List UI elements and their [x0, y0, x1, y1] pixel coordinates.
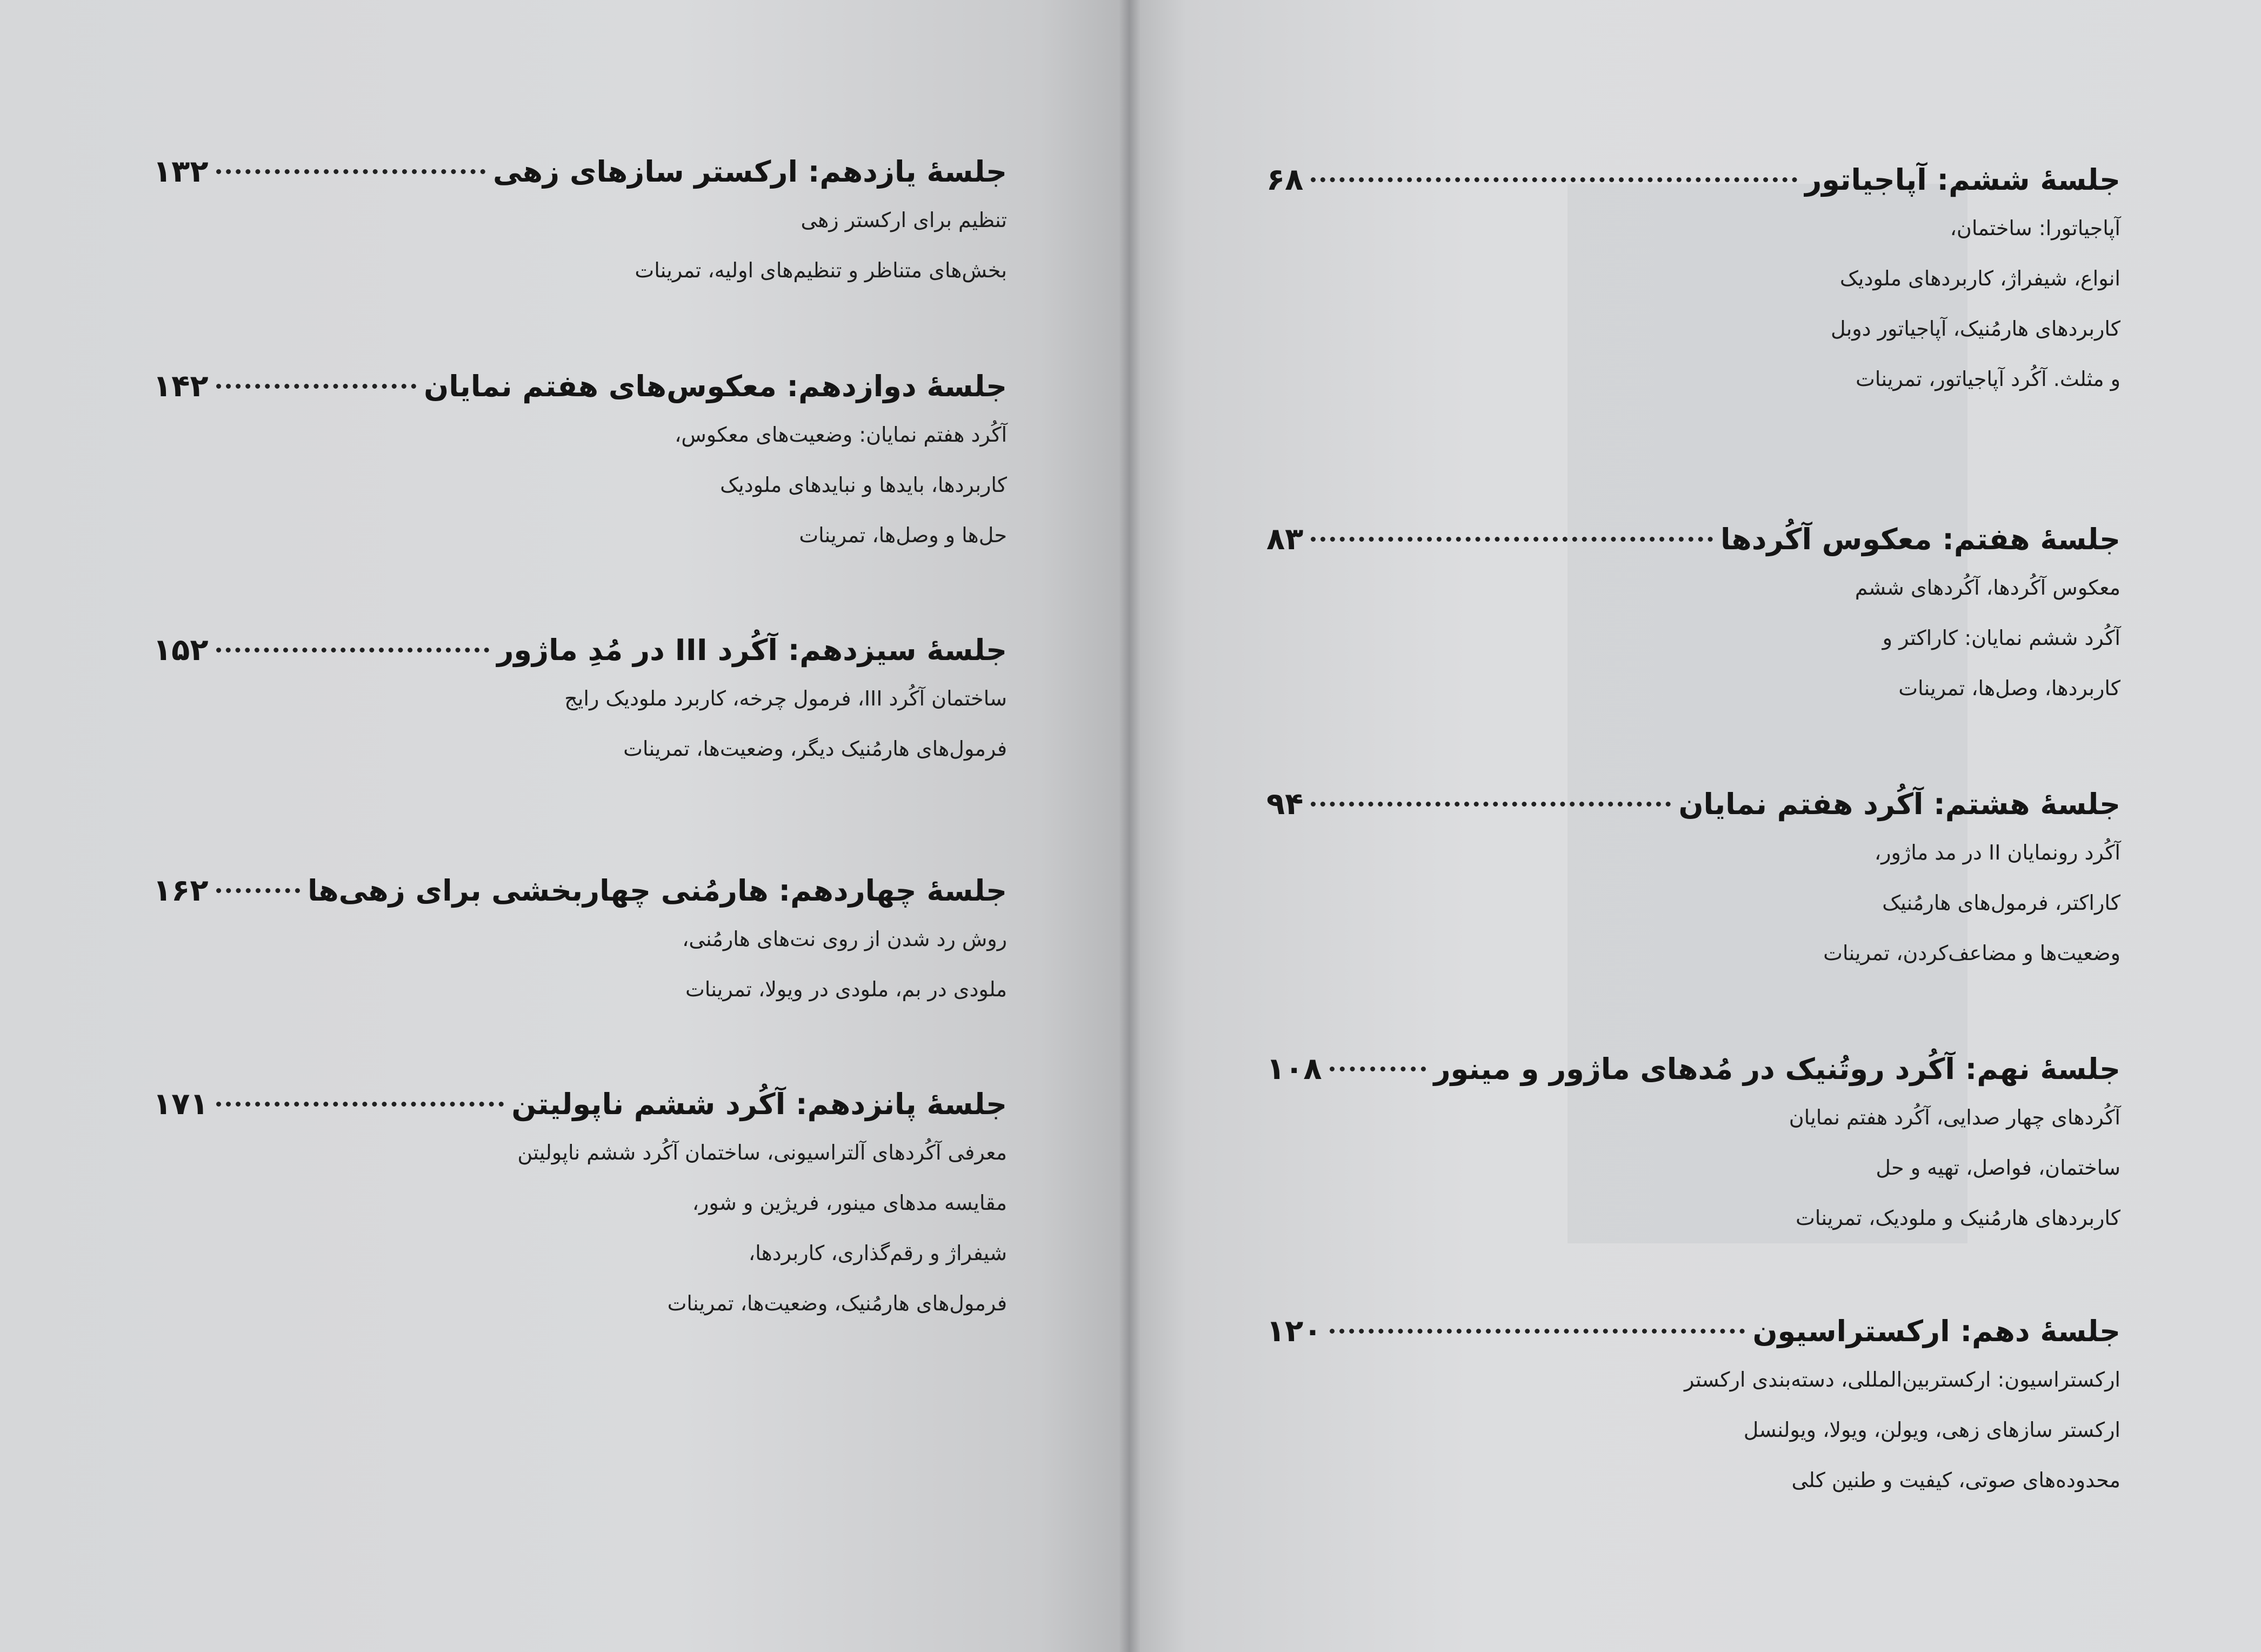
toc-heading [153, 149, 1007, 195]
toc-page-number: ۱۰۸ [1266, 1051, 1322, 1087]
toc-subtopic: آکُرد رونمایان II در مد ماژور، [1874, 841, 2120, 864]
toc-leader-dots [1330, 1067, 1426, 1071]
toc-heading [153, 868, 1007, 914]
toc-subtopics [153, 195, 1007, 296]
toc-subtopic: آکُردهای چهار صدایی، آکُرد هفتم نمایان [1789, 1105, 2120, 1129]
toc-heading [1266, 1308, 2120, 1355]
toc-entry-session-14 [153, 868, 1007, 1015]
toc-leader-dots [216, 384, 417, 389]
toc-page-number: ۱۶۲ [153, 873, 209, 908]
toc-subtopic: ساختمان، فواصل، تهیه و حل [1876, 1156, 2120, 1180]
toc-subtopics [1266, 828, 2120, 978]
toc-subtopic: روش رد شدن از روی نت‌های هارمُنی، [682, 927, 1007, 951]
toc-entry-session-7 [1266, 516, 2120, 714]
toc-leader-dots [216, 169, 485, 174]
toc-subtopic: کاربردها، بایدها و نبایدهای ملودیک [720, 473, 1007, 497]
toc-subtopic: فرمول‌های هارمُنیک دیگر، وضعیت‌ها، تمرینات [623, 737, 1007, 761]
toc-title: جلسهٔ دوازدهم: معکوس‌های هفتم نمایان [424, 369, 1007, 403]
toc-title: جلسهٔ یازدهم: ارکستر سازهای زهی [492, 155, 1007, 189]
toc-heading [1266, 516, 2120, 563]
toc-subtopic: کاربردهای هارمُنیک و ملودیک، تمرینات [1795, 1206, 2120, 1230]
toc-entry-session-8 [1266, 781, 2120, 978]
toc-subtopic: حل‌ها و وصل‌ها، تمرینات [799, 523, 1007, 547]
toc-leader-dots [1311, 177, 1797, 182]
toc-entry-session-9 [1266, 1046, 2120, 1243]
toc-entry-session-11 [153, 149, 1007, 296]
toc-heading [1266, 781, 2120, 828]
toc-page-number: ۱۷۱ [153, 1087, 209, 1122]
toc-page-number: ۱۲۰ [1266, 1314, 1322, 1349]
book-gutter [1119, 0, 1140, 1652]
toc-title: جلسهٔ ششم: آپاجیاتور [1805, 163, 2120, 197]
toc-title: جلسهٔ هشتم: آکُرد هفتم نمایان [1678, 787, 2120, 821]
toc-subtopic: ملودی در بم، ملودی در ویولا، تمرینات [685, 977, 1007, 1001]
toc-subtopic: آکُرد هفتم نمایان: وضعیت‌های معکوس، [675, 423, 1007, 447]
toc-heading [1266, 1046, 2120, 1093]
toc-heading [153, 363, 1007, 410]
toc-leader-dots [1311, 802, 1671, 807]
toc-subtopic: تنظیم برای ارکستر زهی [801, 208, 1007, 232]
toc-leader-dots [1311, 537, 1713, 542]
toc-heading [153, 1081, 1007, 1128]
toc-subtopic: و مثلث. آکُرد آپاجیاتور، تمرینات [1856, 367, 2120, 391]
toc-page-number: ۶۸ [1266, 162, 1304, 197]
toc-subtopic: فرمول‌های هارمُنیک، وضعیت‌ها، تمرینات [667, 1291, 1007, 1315]
toc-entry-session-13 [153, 627, 1007, 774]
toc-subtopic: کاربردهای هارمُنیک، آپاجیاتور دوبل [1830, 317, 2120, 341]
toc-subtopic: ارکستراسیون: ارکستربین‌المللی، دسته‌بندی ارکستر [1684, 1368, 2120, 1391]
toc-subtopic: شیفراژ و رقم‌گذاری، کاربردها، [748, 1241, 1007, 1265]
toc-leader-dots [216, 1102, 504, 1107]
toc-subtopics [1266, 1355, 2120, 1506]
toc-title: جلسهٔ پانزدهم: آکُرد ششم ناپولیتن [511, 1087, 1007, 1121]
toc-subtopic: معکوس آکُردها، آکُردهای ششم [1855, 576, 2120, 599]
toc-subtopic: کاراکتر، فرمول‌های هارمُنیک [1882, 891, 2120, 915]
toc-leader-dots [216, 648, 490, 652]
toc-subtopic: محدوده‌های صوتی، کیفیت و طنین کلی [1791, 1468, 2120, 1492]
toc-title: جلسهٔ دهم: ارکستراسیون [1752, 1314, 2120, 1348]
toc-page-number: ۱۵۲ [153, 632, 209, 668]
toc-subtopics [1266, 1093, 2120, 1243]
toc-title: جلسهٔ چهاردهم: هارمُنی چهاربخشی برای زهی‌ها [307, 874, 1007, 908]
toc-leader-dots [1330, 1329, 1745, 1334]
toc-leader-dots [216, 888, 300, 893]
toc-subtopic: آپاجیاتورا: ساختمان، [1950, 216, 2120, 240]
toc-subtopic: انواع، شیفراژ، کاربردهای ملودیک [1839, 267, 2120, 290]
toc-title: جلسهٔ سیزدهم: آکُرد III در مُدِ ماژور [497, 633, 1007, 667]
toc-subtopic: ساختمان آکُرد III، فرمول چرخه، کاربرد ملودیک رایج [564, 687, 1007, 710]
toc-subtopics [1266, 203, 2120, 404]
toc-subtopic: وضعیت‌ها و مضاعف‌کردن، تمرینات [1823, 941, 2120, 965]
toc-page-number: ۸۳ [1266, 522, 1304, 557]
toc-subtopics [153, 674, 1007, 774]
toc-entry-session-6 [1266, 157, 2120, 404]
toc-subtopics [1266, 563, 2120, 714]
toc-heading [153, 627, 1007, 674]
toc-subtopic: ارکستر سازهای زهی، ویولن، ویولا، ویولنسل [1743, 1418, 2120, 1442]
toc-title: جلسهٔ هفتم: معکوس آکُردها [1720, 522, 2120, 556]
toc-heading [1266, 157, 2120, 203]
toc-subtopic: آکُرد ششم نمایان: کاراکتر و [1882, 626, 2120, 650]
toc-subtopic: کاربردها، وصل‌ها، تمرینات [1898, 676, 2120, 700]
toc-subtopic: معرفی آکُردهای آلتراسیونی، ساختمان آکُرد ششم ناپولیتن [517, 1141, 1007, 1164]
toc-page-number: ۱۴۲ [153, 369, 209, 404]
toc-subtopics [153, 914, 1007, 1015]
toc-subtopic: بخش‌های متناظر و تنظیم‌های اولیه، تمرینات [635, 258, 1007, 282]
toc-entry-session-15 [153, 1081, 1007, 1329]
toc-title: جلسهٔ نهم: آکُرد روتُنیک در مُدهای ماژور و مینور [1433, 1052, 2120, 1086]
toc-entry-session-10 [1266, 1308, 2120, 1506]
toc-page-number: ۱۳۲ [153, 154, 209, 189]
toc-subtopics [153, 1128, 1007, 1329]
toc-subtopic: مقایسه مدهای مینور، فریژین و شور، [692, 1191, 1007, 1215]
toc-subtopics [153, 410, 1007, 561]
toc-page-number: ۹۴ [1266, 787, 1304, 822]
toc-entry-session-12 [153, 363, 1007, 561]
